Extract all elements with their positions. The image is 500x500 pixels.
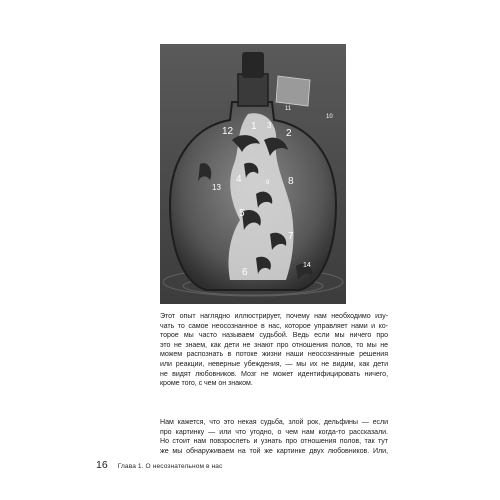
figure-number-10: 10 — [326, 114, 333, 120]
figure-number-1: 1 — [251, 121, 257, 132]
figure-number-8: 8 — [288, 176, 294, 187]
paragraph-line: про картинку — или что угодно, о чем нам когда-то рассказали. — [160, 427, 388, 436]
paragraph-line: или реакции, неверные убеждения, — мы их не видим, как дети — [160, 359, 388, 368]
paragraph-line: же мы обнаруживаем на той же картинке двух любовников. Или, — [160, 446, 388, 455]
paragraph-line: торое мы часто называем судьбой. Ведь если мы ничего про — [160, 331, 388, 340]
bottle-cork — [242, 52, 264, 78]
figure-number-9: 9 — [266, 180, 270, 186]
bottle-illustration — [160, 44, 346, 304]
paragraph-line: Нам кажется, что это некая судьба, злой рок, дельфины — если — [160, 418, 388, 426]
paragraph-line: кроме того, с чем он знаком. — [160, 379, 253, 388]
body-paragraph-2 — [160, 418, 388, 456]
body-paragraph-1 — [160, 312, 388, 389]
figure-number-2: 2 — [286, 128, 292, 139]
paragraph-line: чать то самое неосознанное в нас, которое управляет нами и ко- — [160, 321, 388, 330]
figure-number-3: 3 — [267, 121, 272, 130]
figure-number-14: 14 — [303, 262, 311, 269]
page-footer — [96, 459, 222, 473]
paragraph-line: это не знаем, как дети не знают про отношения полов, то мы не — [160, 340, 388, 349]
figure-number-4: 4 — [236, 174, 242, 185]
figure-number-12: 12 — [222, 126, 234, 137]
chapter-title: Глава 1. О несознательном в нас — [117, 463, 223, 470]
figure-number-5: 5 — [239, 208, 245, 219]
figure-number-11: 11 — [285, 106, 292, 112]
page-number: 16 — [96, 459, 108, 471]
paragraph-line: Но стоит нам повзрослеть и узнать про отношения полов, так тут — [160, 437, 388, 446]
paragraph-line: Этот опыт наглядно иллюстрирует, почему нам необходимо изу- — [160, 312, 388, 320]
figure-number-13: 13 — [212, 183, 221, 192]
figure-number-7: 7 — [288, 231, 294, 242]
bottle-neck — [238, 74, 268, 106]
paragraph-line: не видят любовников. Мозг не может идентифицировать ничего, — [160, 369, 388, 378]
neck-label — [276, 76, 310, 106]
bottle-drawing — [160, 44, 346, 304]
figure-number-6: 6 — [242, 267, 248, 278]
paragraph-line: можем распознать в потоке жизни наши неосознанные решения — [160, 350, 388, 359]
